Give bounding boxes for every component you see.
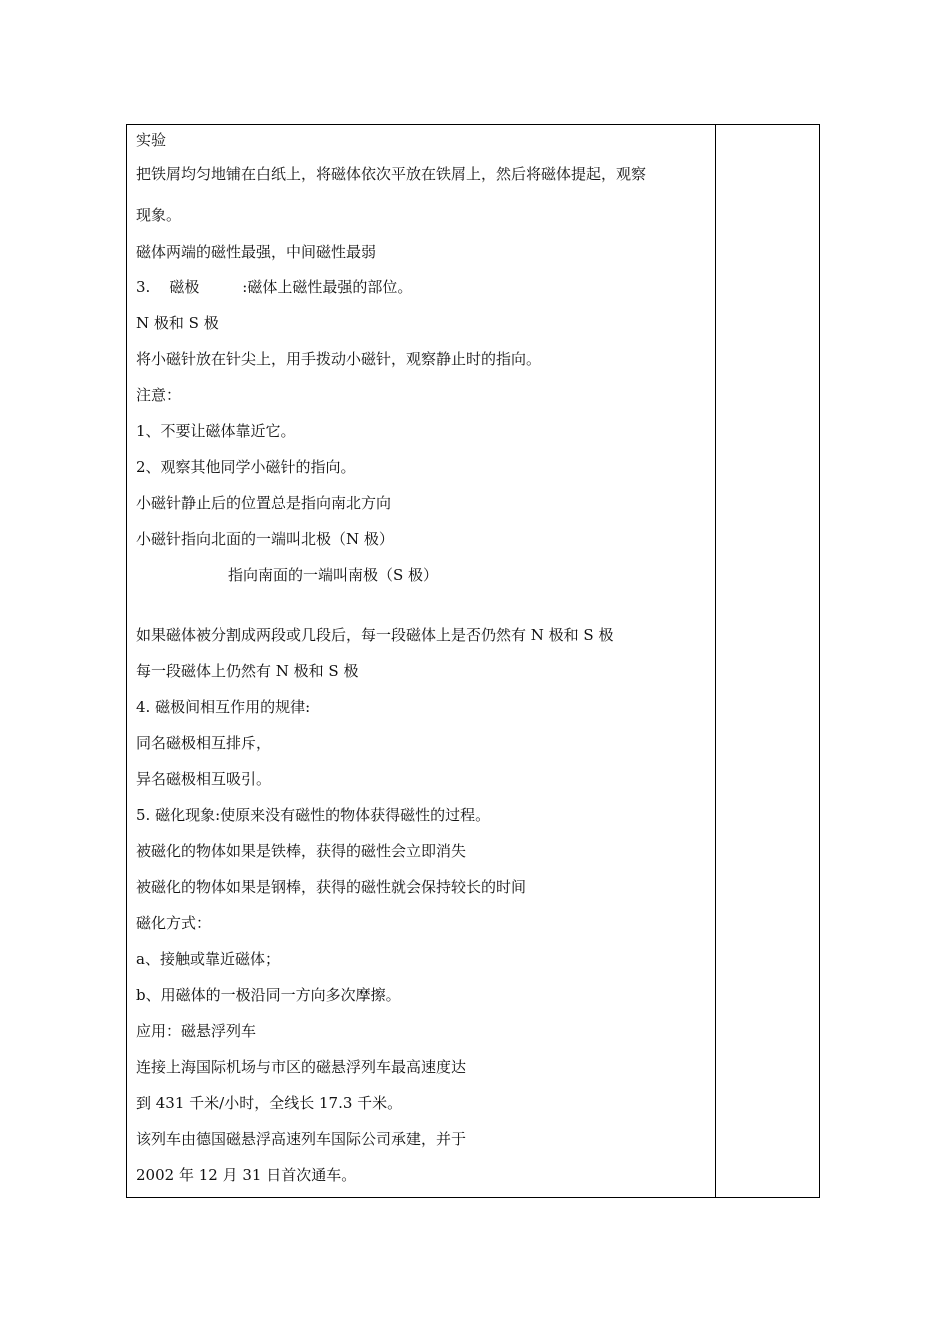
text-line: 被磁化的物体如果是铁棒，获得的磁性会立即消失 — [136, 842, 467, 860]
text-line: 1、不要让磁体靠近它。 — [136, 422, 296, 440]
text-line: 小磁针指向北面的一端叫北极（N 极） — [136, 530, 394, 548]
text-line: 实验 — [136, 131, 167, 149]
text-line: 指向南面的一端叫南极（S 极） — [228, 566, 439, 584]
column-divider — [715, 125, 716, 1197]
text-line: 连接上海国际机场与市区的磁悬浮列车最高速度达 — [136, 1058, 467, 1076]
document-table — [126, 124, 820, 1198]
text-line: 小磁针静止后的位置总是指向南北方向 — [136, 494, 392, 512]
text-line: 2002 年 12 月 31 日首次通车。 — [136, 1166, 357, 1184]
text-line: a、接触或靠近磁体； — [136, 950, 280, 968]
text-line: 被磁化的物体如果是钢棒，获得的磁性就会保持较长的时间 — [136, 878, 527, 896]
text-line: 同名磁极相互排斥， — [136, 734, 272, 752]
text-line: 到 431 千米/小时，全线长 17.3 千米。 — [136, 1094, 403, 1112]
text-line: 如果磁体被分割成两段或几段后，每一段磁体上是否仍然有 N 极和 S 极 — [136, 626, 614, 644]
text-line: 磁体两端的磁性最强，中间磁性最弱 — [136, 243, 377, 261]
text-line: b、用磁体的一极沿同一方向多次摩擦。 — [136, 986, 401, 1004]
text-line: 把铁屑均匀地铺在白纸上，将磁体依次平放在铁屑上，然后将磁体提起，观察 — [136, 165, 647, 183]
text-line: 该列车由德国磁悬浮高速列车国际公司承建，并于 — [136, 1130, 467, 1148]
text-line: 5. 磁化现象:使原来没有磁性的物体获得磁性的过程。 — [136, 806, 491, 824]
text-line: 应用：磁悬浮列车 — [136, 1022, 257, 1040]
text-line: N 极和 S 极 — [136, 314, 219, 332]
text-line: 2、观察其他同学小磁针的指向。 — [136, 458, 356, 476]
text-line: 3. 磁极 :磁体上磁性最强的部位。 — [136, 278, 413, 296]
text-line: 现象。 — [136, 206, 182, 224]
text-line: 异名磁极相互吸引。 — [136, 770, 272, 788]
text-line: 每一段磁体上仍然有 N 极和 S 极 — [136, 662, 359, 680]
text-line: 注意： — [136, 386, 182, 404]
text-line: 4. 磁极间相互作用的规律: — [136, 698, 311, 716]
text-line: 将小磁针放在针尖上，用手拨动小磁针，观察静止时的指向。 — [136, 350, 542, 368]
text-line: 磁化方式： — [136, 914, 212, 932]
